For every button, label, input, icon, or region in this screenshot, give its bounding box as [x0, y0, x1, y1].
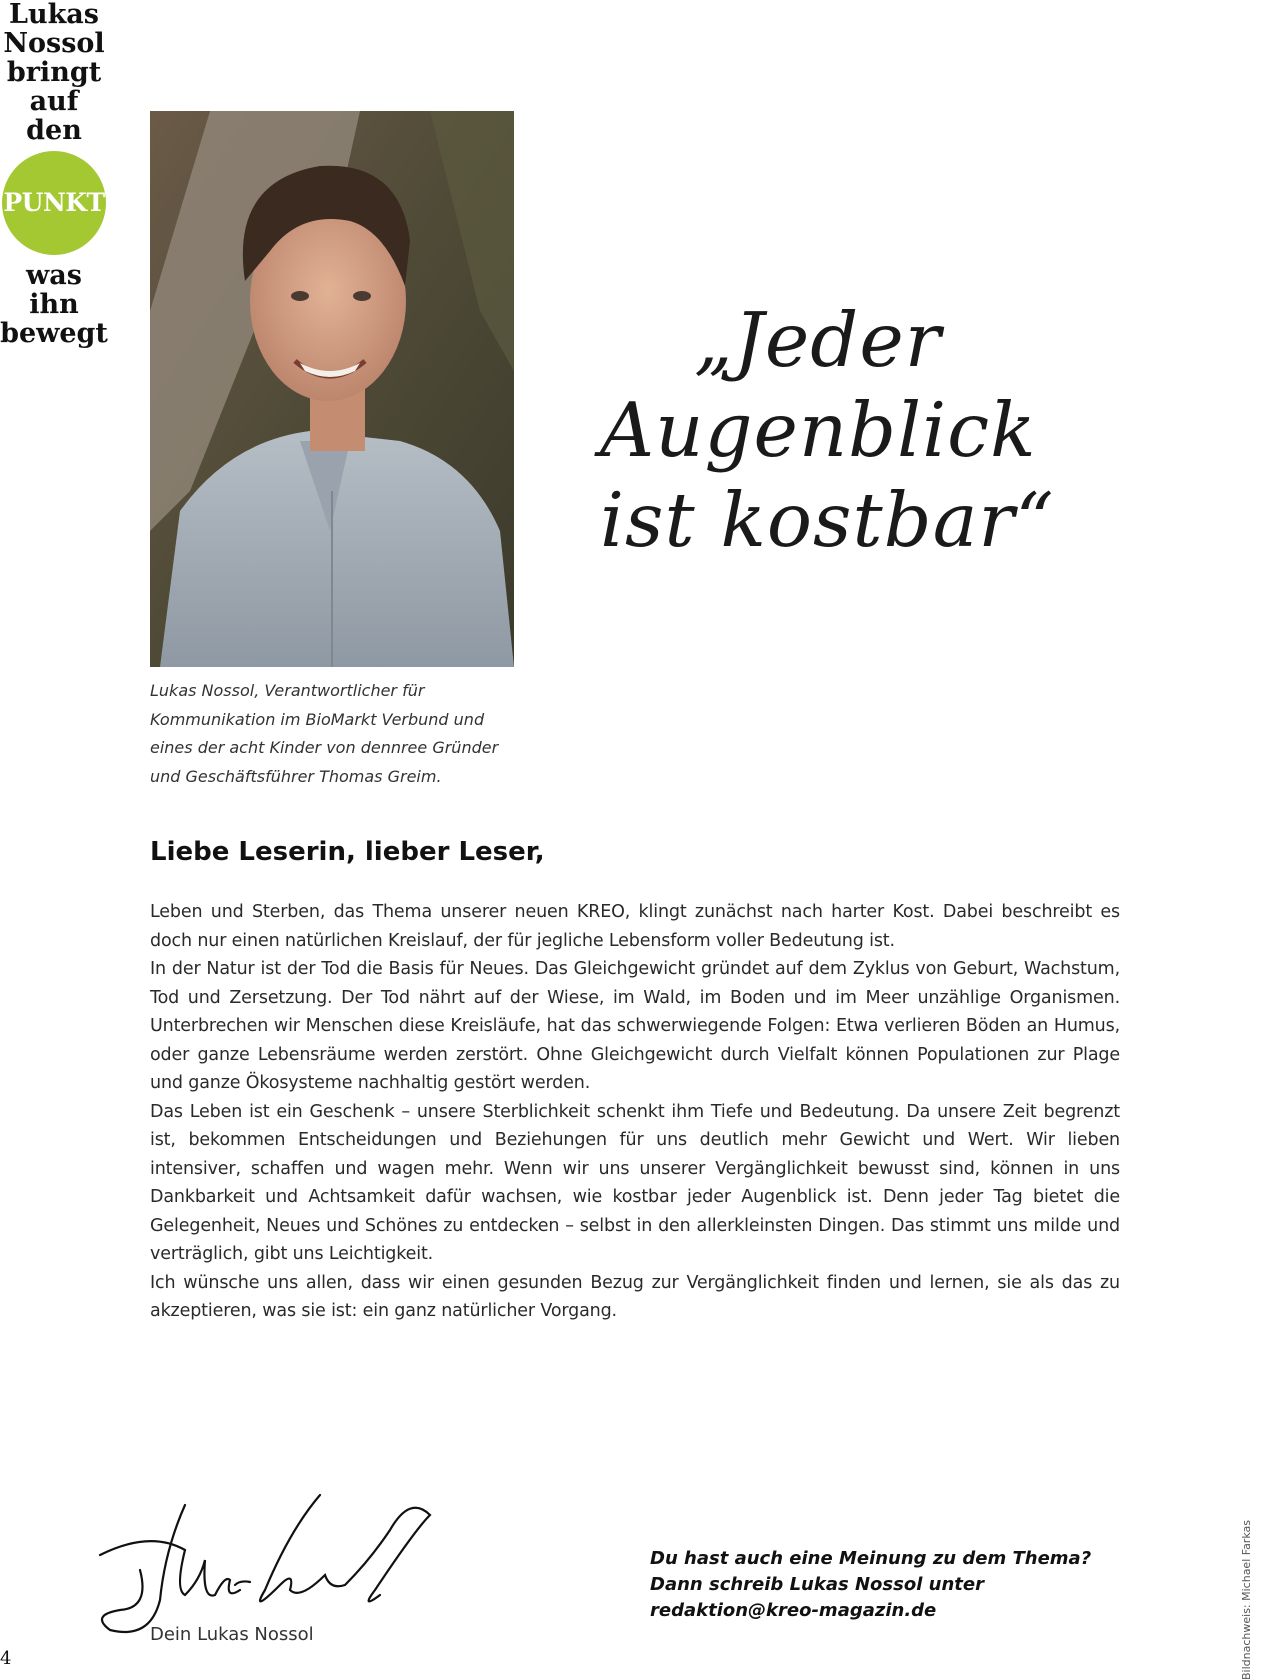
punkt-badge: PUNKT: [2, 151, 106, 255]
pull-quote-line: ist kostbar“: [600, 476, 1055, 564]
pull-quote: [600, 295, 1120, 565]
photo-credit: Bildnachweis: Michael Farkas: [1240, 1520, 1253, 1680]
cta-line: Dann schreib Lukas Nossol unter: [650, 1574, 984, 1595]
reader-cta: [650, 1546, 1100, 1624]
portrait-illustration: [150, 111, 514, 667]
pull-quote-line: „Jeder: [694, 296, 942, 384]
masthead-line: auf den: [26, 86, 82, 146]
masthead-line: Lukas: [8, 0, 100, 30]
masthead-line: Nossol: [3, 28, 105, 59]
photo-caption: Lukas Nossol, Verantwortlicher für Kommunikation im BioMarkt Verbund und eines der acht Kinder von dennree Gründer und Geschäftsführer Thomas Greim.: [150, 681, 499, 786]
pull-quote-line: Augenblick: [600, 386, 1037, 474]
body-paragraph: Das Leben ist ein Geschenk – unsere Sterblichkeit schenkt ihm Tiefe und Bedeutung. Da unsere Zeit begrenzt ist, bekommen Entscheidungen und Beziehungen für uns deutlich mehr Gewicht und Wert. Wir lieben intensiver, schaffen und wagen mehr. Wenn wir uns unserer Vergänglichkeit bewusst sind, können in uns Dankbarkeit und Achtsamkeit dafür wachsen, wie kostbar jeder Augenblick ist. Denn jeder Tag bietet die Gelegenheit, Neues und Schönes zu entdecken – selbst in den allerkleinsten Dingen. Das stimmt uns milde und verträglich, gibt uns Leichtigkeit.: [150, 1101, 1120, 1264]
page-number: 4: [0, 1648, 12, 1669]
body-paragraph: In der Natur ist der Tod die Basis für Neues. Das Gleichgewicht gründet auf dem Zyklus von Geburt, Wachstum, Tod und Zersetzung. Der Tod nährt auf der Wiese, im Wald, im Boden und im Meer unzählige Organismen. Unterbrechen wir Menschen diese Kreisläufe, hat das schwerwiegende Folgen: Etwa verlieren Böden an Humus, oder ganze Lebensräume werden zerstört. Ohne Gleichgewicht durch Vielfalt können Populationen zur Plage und ganze Ökosysteme nachhaltig gestört werden.: [150, 959, 1120, 1093]
body-paragraph: Leben und Sterben, das Thema unserer neuen KREO, klingt zunächst nach harter Kost. Dabei beschreibt es doch nur einen natürlichen Kreislauf, der für jegliche Lebensform voller Bedeutung ist.: [150, 902, 1120, 951]
body-paragraph: Ich wünsche uns allen, dass wir einen gesunden Bezug zur Vergänglichkeit finden und lernen, sie als das zu akzeptieren, was sie ist: ein ganz natürlicher Vorgang.: [150, 1272, 1120, 1321]
masthead: [0, 0, 108, 348]
masthead-line: was ihn: [26, 260, 82, 320]
handwritten-signature: [90, 1490, 460, 1645]
sign-off: Dein Lukas Nossol: [150, 1624, 314, 1645]
editorial-body: [150, 898, 1120, 1326]
portrait-photo: [150, 111, 514, 667]
masthead-line: bewegt: [0, 318, 108, 349]
signature-drawing: [90, 1490, 460, 1645]
salutation-heading: Liebe Leserin, lieber Leser,: [150, 837, 545, 867]
cta-line: Du hast auch eine Meinung zu dem Thema?: [650, 1548, 1092, 1569]
cta-email[interactable]: redaktion@kreo-magazin.de: [650, 1600, 937, 1621]
masthead-line: bringt: [6, 57, 102, 88]
